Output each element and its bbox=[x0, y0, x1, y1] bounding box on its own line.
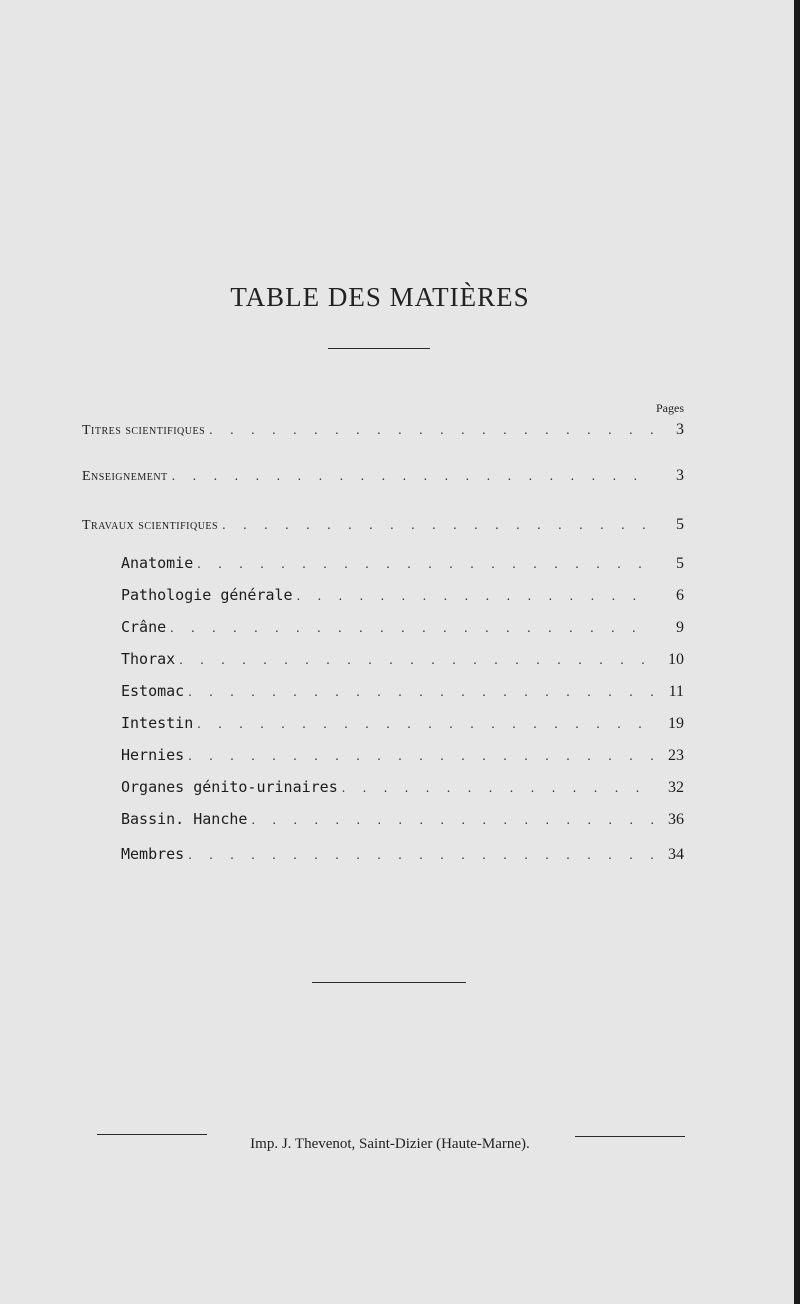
toc-entry-page: 19 bbox=[668, 715, 684, 732]
toc-subentry-anatomie bbox=[121, 551, 684, 575]
toc-entry-page: 6 bbox=[676, 587, 684, 604]
dot-leader bbox=[251, 809, 654, 833]
toc-entry-page: 36 bbox=[668, 811, 684, 828]
toc-entry-enseignement bbox=[82, 464, 684, 488]
toc-entry-label: Organes génito-urinaires bbox=[121, 778, 338, 796]
toc-subentry-thorax bbox=[121, 647, 684, 671]
page-title: TABLE DES MATIÈRES bbox=[230, 282, 530, 312]
toc-entry-page: 3 bbox=[676, 421, 684, 438]
toc-entry-label: Membres bbox=[121, 845, 185, 863]
dot-leader bbox=[222, 514, 654, 538]
toc-subentry-pathologie-generale bbox=[121, 583, 684, 607]
dot-leader bbox=[342, 777, 654, 801]
toc-subentry-intestin bbox=[121, 711, 684, 735]
toc-entry-label: Crâne bbox=[121, 618, 167, 636]
dot-leader bbox=[197, 553, 654, 577]
toc-entry-page: 10 bbox=[668, 651, 684, 668]
toc-entry-label: Hernies bbox=[121, 746, 185, 764]
footer-rule-left bbox=[97, 1134, 207, 1135]
toc-entry-label: Travaux scientifiques bbox=[82, 518, 219, 533]
dot-leader bbox=[188, 844, 654, 868]
dot-leader bbox=[297, 585, 654, 609]
dot-leader bbox=[209, 419, 654, 443]
toc-entry-travaux-scientifiques bbox=[82, 513, 684, 537]
toc-subentry-estomac bbox=[121, 679, 684, 703]
end-divider bbox=[312, 982, 466, 983]
title-divider bbox=[328, 348, 430, 349]
toc-entry-page: 3 bbox=[676, 467, 684, 484]
toc-entry-titres-scientifiques bbox=[82, 418, 684, 442]
toc-subentry-bassin-hanche bbox=[121, 807, 684, 831]
toc-entry-page: 5 bbox=[676, 516, 684, 533]
toc-entry-page: 9 bbox=[676, 619, 684, 636]
toc-entry-label: Titres scientifiques bbox=[82, 423, 206, 438]
pages-column-header: Pages bbox=[656, 401, 684, 415]
toc-subentry-crane bbox=[121, 615, 684, 639]
toc-entry-page: 11 bbox=[668, 683, 684, 700]
toc-subentry-membres bbox=[121, 842, 684, 866]
dot-leader bbox=[197, 713, 654, 737]
toc-subentry-hernies bbox=[121, 743, 684, 767]
toc-entry-label: Estomac bbox=[121, 682, 185, 700]
printer-imprint: Imp. J. Thevenot, Saint-Dizier (Haute-Marne). bbox=[250, 1136, 530, 1152]
toc-entry-label: Pathologie générale bbox=[121, 586, 293, 604]
toc-entry-page: 23 bbox=[668, 747, 684, 764]
dot-leader bbox=[188, 745, 654, 769]
page-edge bbox=[794, 0, 800, 1304]
toc-entry-label: Bassin. Hanche bbox=[121, 810, 248, 828]
toc-entry-label: Enseignement bbox=[82, 469, 168, 484]
toc-entry-page: 32 bbox=[668, 779, 684, 796]
toc-entry-label: Thorax bbox=[121, 650, 176, 668]
dot-leader bbox=[188, 681, 654, 705]
toc-entry-page: 5 bbox=[676, 555, 684, 572]
toc-subentry-organes-genito-urinaires bbox=[121, 775, 684, 799]
dot-leader bbox=[179, 649, 654, 673]
dot-leader bbox=[172, 465, 654, 489]
toc-entry-label: Anatomie bbox=[121, 554, 194, 572]
toc-entry-label: Intestin bbox=[121, 714, 194, 732]
dot-leader bbox=[170, 617, 654, 641]
toc-entry-page: 34 bbox=[668, 846, 684, 863]
